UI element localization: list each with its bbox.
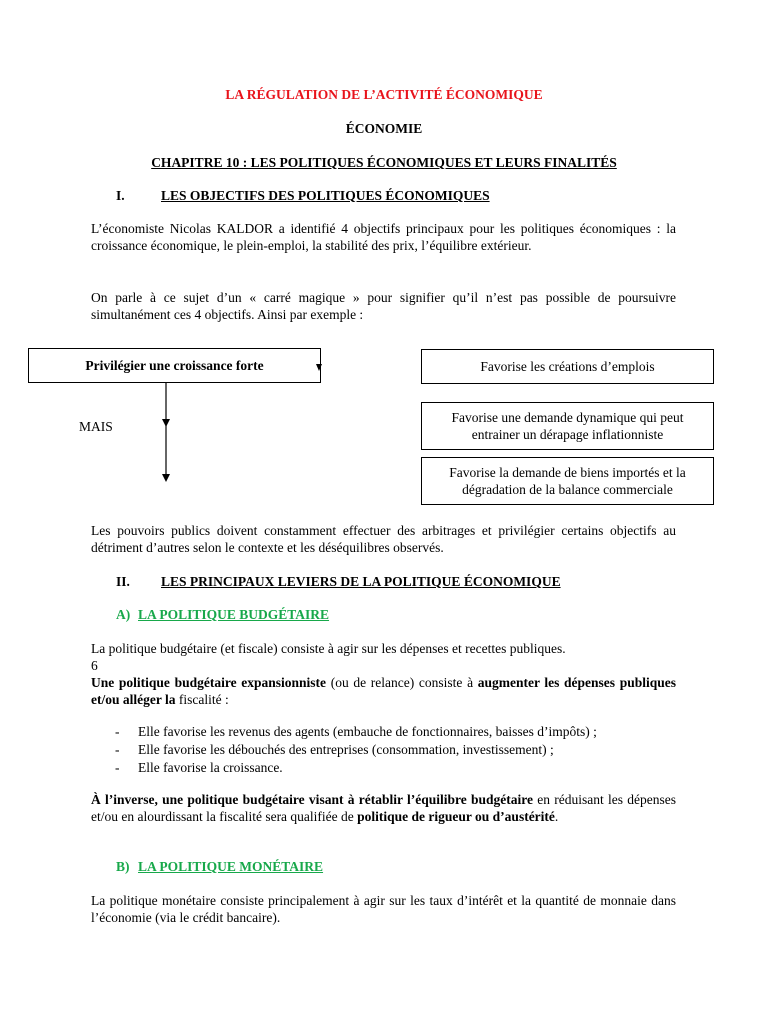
- subsection-a-letter: A): [116, 607, 131, 622]
- section-1-number: I.: [116, 188, 125, 203]
- expansionary-policy-paragraph: [91, 674, 676, 708]
- subsection-b-letter: B): [116, 859, 130, 874]
- expansionary-action: augmenter les dépenses publiques et/ou alléger la: [91, 675, 677, 707]
- austerity-text-2: .: [554, 809, 559, 824]
- bullet-dash: -: [115, 760, 120, 775]
- expansionary-text-1: (ou de relance) consiste à: [326, 675, 478, 690]
- section-1-paragraph-1: L’économiste Nicolas KALDOR a identifié 4 objectifs principaux pour les politiques économiques : la croissance économique, le plein-emploi, la stabilité des prix, l’équilibre extérieur.: [91, 221, 676, 253]
- subsection-a-title: LA POLITIQUE BUDGÉTAIRE: [138, 607, 330, 622]
- austerity-text-1: en réduisant les dépenses et/ou en alourdissant la fiscalité sera qualifiée de: [91, 792, 676, 824]
- monetary-policy-definition: La politique monétaire consiste principalement à agir sur les taux d’intérêt et la quantité de monnaie dans l’économie (via le crédit bancaire).: [91, 893, 676, 925]
- austerity-policy-paragraph: [91, 791, 676, 825]
- arrow-head-bottom: [162, 474, 170, 482]
- diagram-box-trade-balance: [421, 457, 714, 505]
- document-title: LA RÉGULATION DE L’ACTIVITÉ ÉCONOMIQUE: [225, 87, 543, 102]
- chapter-heading: CHAPITRE 10 : LES POLITIQUES ÉCONOMIQUES ET LEURS FINALITÉS: [151, 155, 617, 170]
- diagram-box-jobs: [421, 349, 714, 384]
- subject-heading: ÉCONOMIE: [345, 121, 423, 136]
- arrow-head-middle: [162, 419, 170, 427]
- section-1-title: LES OBJECTIFS DES POLITIQUES ÉCONOMIQUES: [161, 188, 490, 203]
- section-2-title: LES PRINCIPAUX LEVIERS DE LA POLITIQUE ÉCONOMIQUE: [161, 574, 561, 589]
- bullet-dash: -: [115, 724, 120, 739]
- diagram-mais-label: MAIS: [79, 419, 113, 434]
- diagram-box-trade-balance-label: Favorise la demande de biens importés et la dégradation de la balance commerciale: [449, 465, 686, 497]
- section-2-number: II.: [116, 574, 130, 589]
- stray-number: 6: [91, 658, 98, 673]
- diagram-box-strong-growth-label: Privilégier une croissance forte: [85, 358, 264, 373]
- austerity-term-1: À l’inverse, une politique budgétaire visant à rétablir l’équilibre budgétaire: [91, 792, 533, 807]
- section-1-paragraph-3: Les pouvoirs publics doivent constamment effectuer des arbitrages et privilégier certains objectifs au détriment d’autres selon le contexte et les déséquilibres observés.: [91, 523, 676, 555]
- list-item-text: Elle favorise la croissance.: [138, 760, 283, 775]
- austerity-term-2: politique de rigueur ou d’austérité: [357, 809, 555, 824]
- subsection-b-title: LA POLITIQUE MONÉTAIRE: [138, 859, 324, 874]
- budget-policy-definition: La politique budgétaire (et fiscale) consiste à agir sur les dépenses et recettes publiques.: [91, 641, 566, 656]
- list-item-text: Elle favorise les débouchés des entreprises (consommation, investissement) ;: [138, 742, 554, 757]
- bullet-dash: -: [115, 742, 120, 757]
- list-item-text: Elle favorise les revenus des agents (embauche de fonctionnaires, baisses d’impôts) ;: [138, 724, 597, 739]
- expansionary-term: Une politique budgétaire expansionniste: [91, 675, 327, 690]
- section-1-paragraph-2: On parle à ce sujet d’un « carré magique » pour signifier qu’il n’est pas possible de poursuivre simultanément ces 4 objectifs. Ainsi par exemple :: [91, 290, 676, 322]
- diagram-box-jobs-label: Favorise les créations d’emplois: [480, 359, 655, 374]
- diagram-box-inflation-label: Favorise une demande dynamique qui peut entrainer un dérapage inflationniste: [451, 410, 684, 442]
- diagram-box-strong-growth: [28, 348, 321, 383]
- diagram-box-inflation: [421, 402, 714, 450]
- expansionary-text-2: fiscalité :: [175, 692, 229, 707]
